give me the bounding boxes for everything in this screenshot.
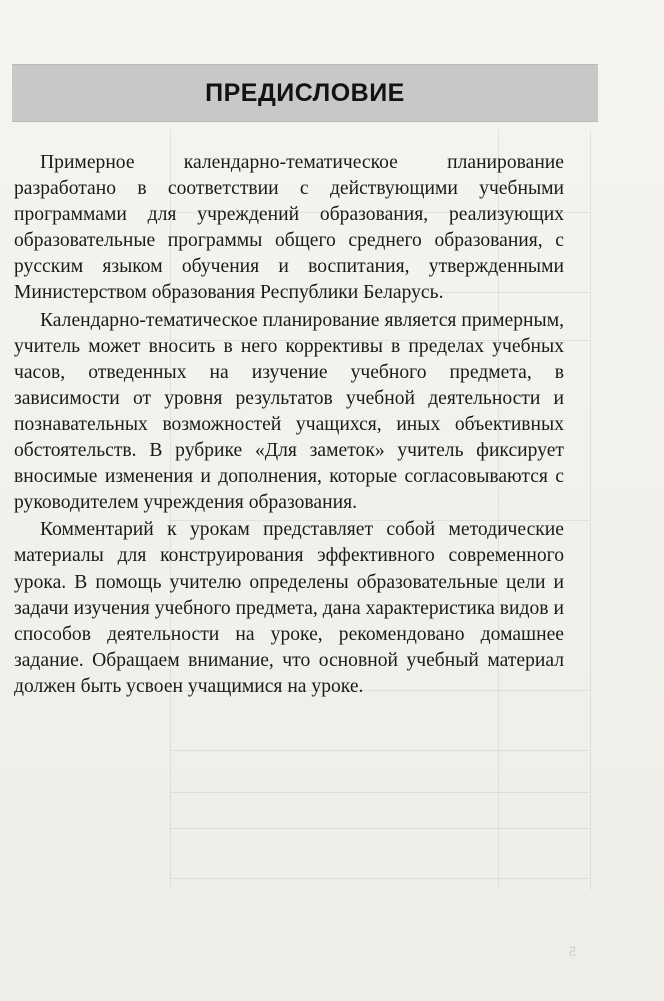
paragraph-planning-basis: Примерное календарно-тематическое планирование разработано в соответствии с действующими учебными программами для учреждений образования, реализующих образовательные программы общего среднего образования, с русским языком обучения и воспитания, утвержденными Министерством образования Республики Беларусь. (14, 152, 564, 304)
paragraph-lesson-commentary: Комментарий к урокам представляет собой методические материалы для конструирования эффективного современного урока. В помощь учителю определены образовательные цели и задачи изучения учебного предмета, дана характеристика видов и способов деятельности на уроке, рекомендовано домашнее задание. Обращаем внимание, что основной учебный материал должен быть усвоен учащимися на уроке. (14, 519, 564, 697)
show-through-page-number: 5 (569, 945, 576, 960)
page-title: ПРЕДИСЛОВИЕ (205, 78, 405, 107)
heading-banner (12, 64, 598, 122)
preface-body (14, 150, 564, 700)
paragraph-planning-adjustments: Календарно-тематическое планирование является примерным, учитель может вносить в него коррективы в пределах учебных часов, отведенных на изучение учебного предмета, в зависимости от уровня результатов учебной деятельности и познавательных возможностей учащихся, иных объективных обстоятельств. В рубрике «Для заметок» учитель фиксирует вносимые изменения и дополнения, которые согласовываются с руководителем учреждения образования. (14, 309, 564, 514)
